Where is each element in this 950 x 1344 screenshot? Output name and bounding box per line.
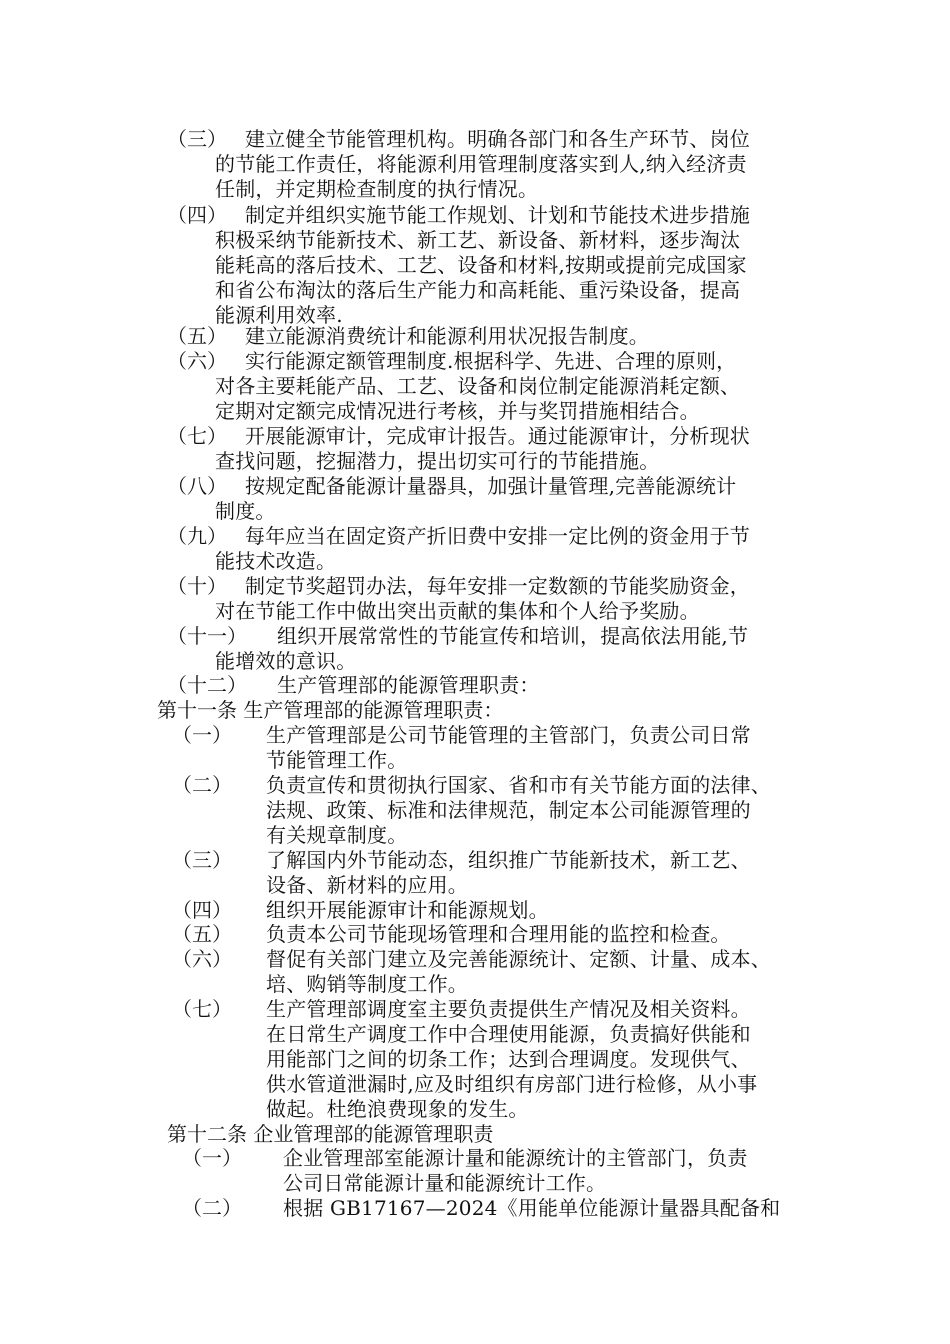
text-line: 设备、新材料的应用。 <box>266 873 468 897</box>
item-number: （六） <box>172 947 232 971</box>
text-line: 定期对定额完成情况进行考核，并与奖罚措施相结合。 <box>215 399 700 423</box>
text-line: 生产管理部调度室主要负责提供生产情况及相关资料。 <box>266 997 751 1021</box>
item-text <box>215 474 736 524</box>
text-line: 公司日常能源计量和能源统计工作。 <box>283 1171 607 1195</box>
item-text <box>266 922 731 947</box>
text-line: 督促有关部门建立及完善能源统计、定额、计量、成本、 <box>266 947 771 971</box>
item-number: （十一） <box>167 624 247 648</box>
item-number: （三） <box>172 848 232 872</box>
item-number: （四） <box>172 898 232 922</box>
text-line: 对各主要耗能产品、工艺、设备和岗位制定能源消耗定额、 <box>215 374 741 398</box>
text-line: 任制，并定期检查制度的执行情况。 <box>215 177 539 201</box>
text-line: 能源利用效率. <box>215 303 343 327</box>
item-number: （十） <box>167 574 227 598</box>
item-number: （五） <box>167 324 227 348</box>
item-text <box>266 898 549 923</box>
text-line: 积极采纳节能新技术、新工艺、新设备、新材料，逐步淘汰 <box>215 228 741 252</box>
item-number: （七） <box>172 997 232 1021</box>
item-text <box>215 624 748 674</box>
item-number: （七） <box>167 424 227 448</box>
text-line: 在日常生产调度工作中合理使用能源，负责搞好供能和 <box>266 1022 751 1046</box>
item-number: （二） <box>182 1196 242 1220</box>
text-line: 制度。 <box>215 499 276 523</box>
item-number: （四） <box>167 203 227 227</box>
text-line: 用能部门之间的切条工作；达到合理调度。发现供气、 <box>266 1047 751 1071</box>
item-text <box>215 127 750 202</box>
article-heading: 第十二条 企业管理部的能源管理职责 <box>167 1122 494 1146</box>
text-line: 组织开展能源审计和能源规划。 <box>266 898 549 922</box>
item-number: （二） <box>172 773 232 797</box>
text-line: 能耗高的落后技术、工艺、设备和材料,按期或提前完成国家 <box>215 253 747 277</box>
item-text <box>215 203 750 328</box>
text-line: 生产管理部的能源管理职责： <box>277 673 540 697</box>
text-line: 节能管理工作。 <box>266 748 408 772</box>
item-text <box>283 1196 780 1221</box>
text-line: 法规、政策、标准和法律规范，制定本公司能源管理的 <box>266 798 751 822</box>
text-line: 建立能源消费统计和能源利用状况报告制度。 <box>245 324 649 348</box>
item-text <box>283 1146 748 1196</box>
item-number: （六） <box>167 349 227 373</box>
item-text <box>215 574 750 624</box>
item-text <box>266 848 751 898</box>
text-line: 和省公布淘汰的落后生产能力和高耗能、重污染设备，提高 <box>215 278 741 302</box>
text-line: 根据 GB17167—2024《用能单位能源计量器具配备和 <box>283 1196 781 1220</box>
text-line: 制定节奖超罚办法，每年安排一定数额的节能奖励资金， <box>245 574 750 598</box>
text-line: 做起。杜绝浪费现象的发生。 <box>266 1097 529 1121</box>
item-text <box>215 424 750 474</box>
item-text <box>215 673 540 698</box>
text-line: 建立健全节能管理机构。明确各部门和各生产环节、岗位 <box>245 127 750 151</box>
item-text <box>215 524 750 574</box>
text-line: 组织开展常常性的节能宣传和培训，提高依法用能,节 <box>277 624 749 648</box>
item-text <box>215 349 740 424</box>
item-number: （十二） <box>167 673 247 697</box>
item-text <box>266 947 771 997</box>
text-line: 能增效的意识。 <box>215 649 357 673</box>
text-line: 能技术改造。 <box>215 549 337 573</box>
text-line: 负责宣传和贯彻执行国家、省和市有关节能方面的法律、 <box>266 773 771 797</box>
text-line: 查找问题，挖掘潜力，提出切实可行的节能措施。 <box>215 449 660 473</box>
item-text <box>215 324 649 349</box>
item-number: （五） <box>172 922 232 946</box>
text-line: 生产管理部是公司节能管理的主管部门，负责公司日常 <box>266 723 751 747</box>
item-number: （一） <box>182 1146 242 1170</box>
text-line: 实行能源定额管理制度.根据科学、先进、合理的原则， <box>245 349 737 373</box>
text-line: 每年应当在固定资产折旧费中安排一定比例的资金用于节 <box>245 524 750 548</box>
article-heading: 第十一条 生产管理部的能源管理职责： <box>157 698 504 722</box>
text-line: 了解国内外节能动态，组织推广节能新技术，新工艺、 <box>266 848 751 872</box>
item-number: （九） <box>167 524 227 548</box>
text-line: 有关规章制度。 <box>266 823 408 847</box>
text-line: 培、购销等制度工作。 <box>266 972 468 996</box>
item-text <box>266 773 771 848</box>
text-line: 制定并组织实施节能工作规划、计划和节能技术进步措施 <box>245 203 750 227</box>
text-line: 开展能源审计，完成审计报告。通过能源审计，分析现状 <box>245 424 750 448</box>
item-number: （八） <box>167 474 227 498</box>
text-line: 供水管道泄漏时,应及时组织有房部门进行检修，从小事 <box>266 1072 758 1096</box>
text-line: 对在节能工作中做出突出贡献的集体和个人给予奖励。 <box>215 599 700 623</box>
item-text <box>266 723 751 773</box>
text-line: 企业管理部室能源计量和能源统计的主管部门，负责 <box>283 1146 748 1170</box>
text-line: 负责本公司节能现场管理和合理用能的监控和检查。 <box>266 922 731 946</box>
item-number: （三） <box>167 127 227 151</box>
item-text <box>266 997 757 1122</box>
item-number: （一） <box>172 723 232 747</box>
text-line: 的节能工作责任，将能源利用管理制度落实到人,纳入经济责 <box>215 152 747 176</box>
text-line: 按规定配备能源计量器具，加强计量管理,完善能源统计 <box>245 474 737 498</box>
